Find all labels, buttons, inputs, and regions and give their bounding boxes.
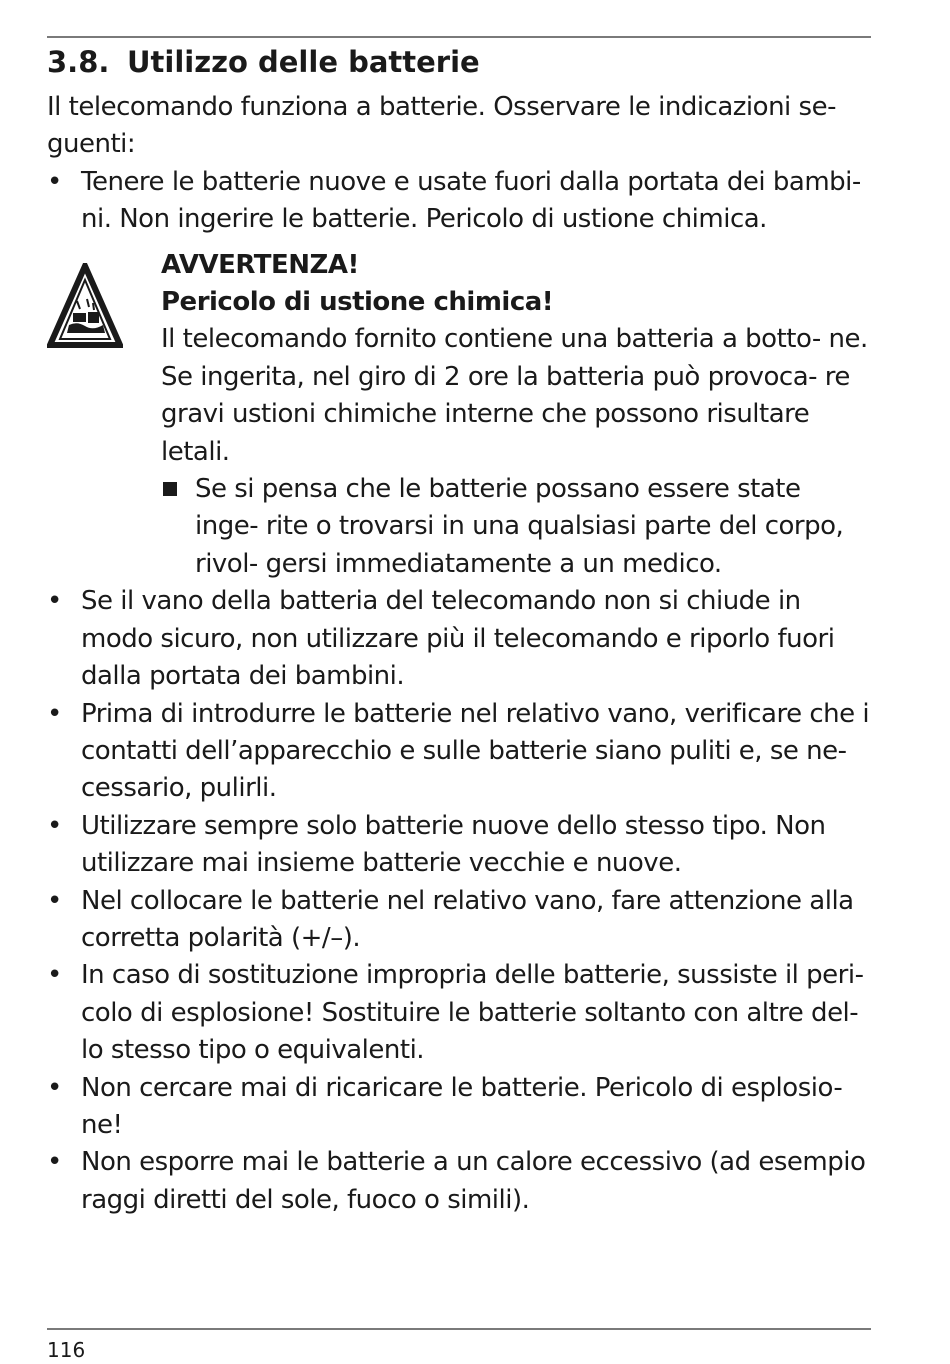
page-number: 116 [47,1338,86,1362]
bullet-list-rest [47,583,871,1219]
list-item [47,583,871,695]
list-item [47,957,871,1069]
list-item [47,164,871,239]
list-item-text: Prima di introdurre le batterie nel relativo vano, verificare che i contatti dell’apparecchio e sulle batterie siano puliti e, se ne- cessario, pulirli. [81,698,870,804]
list-item [47,808,871,883]
list-item-text: Non esporre mai le batterie a un calore eccessivo (ad esempio raggi diretti del sole, fuoco o simili). [81,1147,866,1215]
warning-item-text: Se si pensa che le batterie possano essere state inge- rite o trovarsi in una qualsiasi parte del corpo, rivol- gersi immediatamente a un medico. [195,474,844,579]
bullet-dot: • [47,810,62,841]
list-item-text: Nel collocare le batterie nel relativo vano, fare attenzione alla corretta polarità (+/–). [81,885,854,953]
list-item [47,1070,871,1145]
list-item-text: Se il vano della batteria del telecomando non si chiude in modo sicuro, non utilizzare più il telecomando e riporlo fuori dalla portata dei bambini. [81,586,835,692]
list-item [47,696,871,808]
section-heading [47,42,480,82]
list-item-text: Tenere le batterie nuove e usate fuori dalla portata dei bambi- ni. Non ingerire le batterie. Pericolo di ustione chimica. [81,166,861,235]
warning-subtitle: Pericolo di ustione chimica! [161,287,554,318]
intro-text: Il telecomando funziona a batterie. Osservare le indicazioni se- guenti: [47,92,836,160]
warning-list-item [161,471,871,583]
list-item-text: In caso di sostituzione impropria delle batterie, sussiste il peri- colo di esplosione! Sostituire le batterie soltanto con altre del- lo stesso tipo o equivalenti. [81,960,864,1066]
bullet-dot: • [47,885,62,916]
bullet-dot: • [47,166,62,197]
warning-title: AVVERTENZA! [161,249,359,280]
bullet-dot: • [47,698,62,729]
list-item [47,883,871,958]
bullet-list-first [47,164,871,239]
bottom-rule [47,1328,871,1330]
warning-block [47,247,871,584]
section-number: 3.8. [47,45,110,79]
corrosive-hazard-icon [47,263,123,349]
top-rule [47,36,871,38]
bullet-dot: • [47,1072,62,1103]
bullet-dot: • [47,1147,62,1178]
section-title: Utilizzo delle batterie [127,45,480,79]
bullet-dot: • [47,960,62,991]
warning-text: Il telecomando fornito contiene una batteria a botto- ne. Se ingerita, nel giro di 2 ore la batteria può provoca- re gravi ustioni chimiche interne che possono risultare letali. [161,324,868,467]
list-item-text: Non cercare mai di ricaricare le batterie. Pericolo di esplosio- ne! [81,1072,843,1140]
list-item-text: Utilizzare sempre solo batterie nuove dello stesso tipo. Non utilizzare mai insieme batterie vecchie e nuove. [81,810,826,879]
bullet-dot: • [47,586,62,617]
page-content [47,89,871,1219]
list-item [47,1144,871,1219]
square-bullet-icon [163,482,177,496]
